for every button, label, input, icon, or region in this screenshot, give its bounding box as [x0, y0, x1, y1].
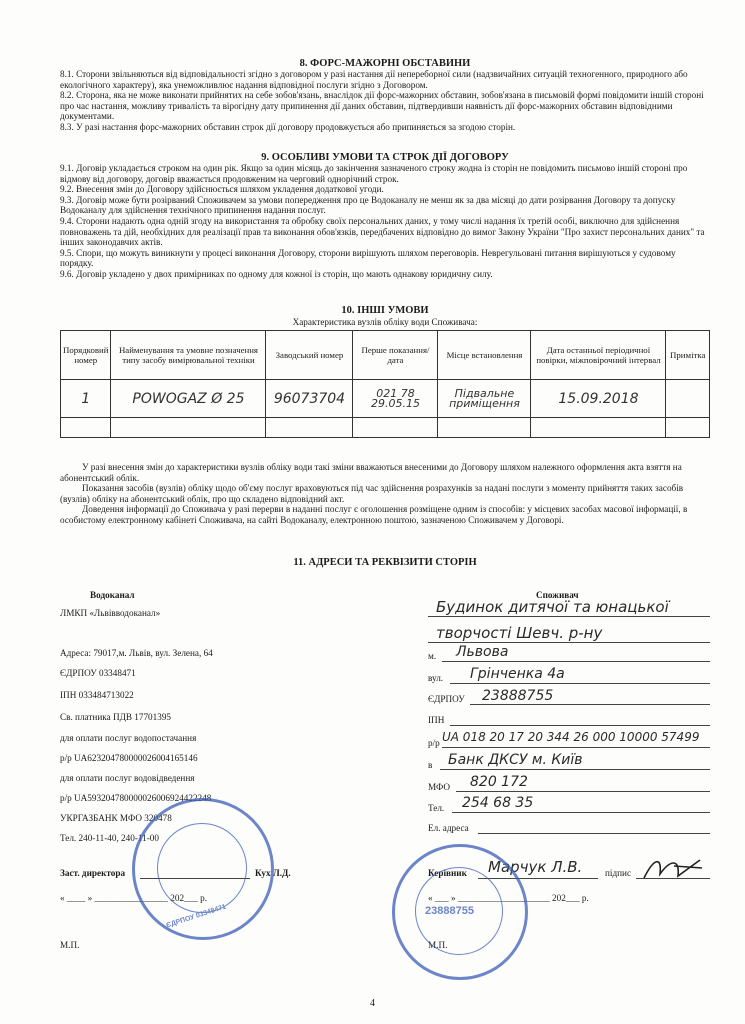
header-cell: Дата останньої періодичної повірки, міжповірочний інтервал — [531, 331, 666, 380]
empty-cell — [531, 418, 666, 438]
consumer-bank-label: в — [428, 760, 433, 770]
vodokanal-bank: УКРГАЗБАНК МФО 320478 — [60, 813, 172, 823]
vodokanal-ipn: ІПН 033484713022 — [60, 690, 134, 700]
vodokanal-edrpou: ЄДРПОУ 03348471 — [60, 668, 136, 678]
consumer-title: Споживач — [536, 590, 579, 600]
consumer-email-label: Ел. адреса — [428, 823, 469, 833]
header-cell: Найменування та умовне позначення типу засобу вимірювальної техніки — [111, 331, 266, 380]
consumer-street-label: вул. — [428, 673, 444, 683]
consumer-phone-label: Тел. — [428, 803, 445, 813]
consumer-bank: Банк ДКСУ м. Київ — [448, 752, 583, 768]
vodokanal-address: Адреса: 79017,м. Львів, вул. Зелена, 64 — [60, 648, 213, 658]
vodokanal-pay2-label: для оплати послуг водовідведення — [60, 773, 195, 783]
vodokanal-stamp — [132, 798, 274, 940]
section-title: 11. АДРЕСИ ТА РЕКВІЗИТИ СТОРІН — [293, 557, 477, 568]
consumer-sign-label: підпис — [605, 868, 632, 878]
empty-cell — [438, 418, 531, 438]
row-number: 1 — [61, 380, 111, 418]
header-cell: Місце встановлення — [438, 331, 531, 380]
page-number: 4 — [370, 998, 375, 1009]
vodokanal-pay1-label: для оплати послуг водопостачання — [60, 733, 197, 743]
consumer-edrpou-label: ЄДРПОУ — [428, 694, 465, 704]
consumer-account-label: р/р — [428, 738, 440, 748]
vodokanal-vat: Св. платника ПДВ 17701395 — [60, 712, 172, 722]
field-line — [452, 812, 710, 813]
consumer-city: Львова — [456, 644, 509, 660]
first-date: 29.05.15 — [370, 396, 420, 410]
empty-cell — [353, 418, 438, 438]
vodokanal-seal-mark: М.П. — [60, 940, 80, 950]
consumer-head-label: Керівник — [428, 868, 467, 878]
stamp-code: ЄДРПОУ 03348471 — [165, 903, 227, 930]
section-title: 8. ФОРС-МАЖОРНІ ОБСТАВИНИ — [299, 58, 471, 69]
note-cell — [666, 380, 710, 418]
consumer-stamp — [392, 844, 528, 980]
vodokanal-name: ЛМКП «Львівводоканал» — [60, 608, 161, 618]
table-caption: Характеристика вузлів обліку води Споживача: — [292, 317, 478, 327]
field-line — [450, 725, 710, 726]
install-place-line-2: приміщення — [449, 396, 520, 410]
field-line — [442, 661, 710, 662]
meter-table — [60, 330, 710, 438]
signature-scribble — [640, 852, 706, 886]
vodokanal-phone: Тел. 240-11-40, 240-11-00 — [60, 833, 159, 843]
first-reading-cell — [353, 380, 438, 418]
clause-9-4: 9.4. Сторони надають одна одній згоду на використання та обробку своїх персональних даних, у тому числі надання їх третій особі, виключно для здійснення повноважень та дій, необхідних для реалізації прав та виконання обов'язків, передбачених відповідно до вимог Закону України "Про захист персональних даних" та інших законодавчих актів. — [60, 215, 705, 248]
consumer-seal-mark: М.П. — [428, 940, 448, 950]
clause-9-3: 9.3. Договір може бути розірваний Споживачем за умови попередження про це Водоканалу не менш як за два місяці до дати розірвання Договору та допуску Водоканалу для здійснення технічного припинення надання послуг. — [60, 194, 676, 216]
clause-9-1: 9.1. Договір укладається строком на один рік. Якщо за один місяць до закінчення зазначеного строку жодна із сторін не повідомить письмово іншій стороні про відмову від договору, договір вважається продовженим на черговий однорічний строк. — [60, 163, 688, 184]
table-row — [61, 380, 710, 418]
header-cell: Перше показання/дата — [353, 331, 438, 380]
vodokanal-sign-date: « ____ » ________________ 202___ р. — [60, 893, 207, 903]
section-other-terms — [60, 305, 710, 438]
consumer-edrpou: 23888755 — [482, 688, 554, 704]
table-row-empty — [61, 418, 710, 438]
field-line — [470, 704, 710, 705]
empty-cell — [61, 418, 111, 438]
field-line — [442, 747, 710, 748]
field-line — [456, 791, 710, 792]
table-header-row — [61, 331, 710, 380]
section-title: 10. ІНШІ УМОВИ — [341, 305, 429, 316]
clause-8-3: 8.3. У разі настання форс-мажорних обставин строк дії договору продовжується або припиняється за згодою сторін. — [60, 121, 516, 132]
field-line — [450, 683, 710, 684]
consumer-mfo: 820 172 — [470, 774, 528, 790]
consumer-account: UA 018 20 17 20 344 26 000 10000 57499 — [442, 730, 700, 744]
clause-9-2: 9.2. Внесення змін до Договору здійснюється шляхом укладення додаткової угоди. — [60, 184, 384, 195]
table-notes — [60, 462, 710, 526]
empty-cell — [666, 418, 710, 438]
note-paragraph-2: Показання засобів (вузлів) обліку щодо об'єму послуг враховуються під час здійснення розрахунків за надані послуги з моменту прийняття таких засобів (вузлів) обліку на абонентський облік, про що складено відповідний акт. — [60, 483, 684, 504]
note-paragraph-1: У разі внесення змін до характеристики вузлів обліку води такі зміни вважаються внесеними до Договору шляхом належного оформлення акта взяття на абонентський облік. — [60, 462, 682, 483]
stamp-inner-ring — [157, 823, 247, 913]
clause-9-6: 9.6. Договір укладено у двох примірниках по одному для кожної із сторін, що мають однакову юридичну силу. — [60, 268, 493, 279]
section-force-majeure — [60, 58, 710, 133]
install-place-cell — [438, 380, 531, 418]
note-paragraph-3: Доведення інформації до Споживача у разі перерви в наданні послуг є оголошення розміщене одним із способів: у місцевих засобах масової інформації, в особистому електронному кабінеті Споживача, на сайті Водоканалу, електронною поштою, зазначеною Споживачем у Договорі. — [60, 504, 688, 525]
empty-cell — [111, 418, 266, 438]
stamp-code: 23888755 — [425, 905, 474, 917]
meter-serial: 96073704 — [266, 380, 353, 418]
consumer-ipn-label: ІПН — [428, 715, 445, 725]
header-cell: Порядковий номер — [61, 331, 111, 380]
header-cell: Заводський номер — [266, 331, 353, 380]
consumer-name-line-1: Будинок дитячої та юнацької — [436, 598, 669, 616]
consumer-head-name: Марчук Л.В. — [488, 858, 583, 876]
header-cell: Примітка — [666, 331, 710, 380]
vodokanal-account-2: р/р UA593204780000026006924422248 — [60, 793, 212, 803]
clause-8-1: 8.1. Сторони звільняються від відповідальності згідно з договором у разі настання дії непереборної сили (надзвичайних ситуацій техногенного, природного або екологічного характеру), яка унеможливлює надання відповідної послуги згідно з Договором. — [60, 69, 688, 90]
verification-date: 15.09.2018 — [531, 380, 666, 418]
section-special-terms — [60, 152, 710, 280]
consumer-mfo-label: МФО — [428, 782, 451, 792]
clause-9-5: 9.5. Спори, що можуть виникнути у процесі виконання Договору, сторони вирішують шляхом переговорів. Неврегульовані питання вирішуються у судовому порядку. — [60, 247, 676, 269]
section-title: 9. ОСОБЛИВІ УМОВИ ТА СТРОК ДІЇ ДОГОВОРУ — [261, 152, 509, 163]
empty-cell — [266, 418, 353, 438]
vodokanal-account-1: р/р UA623204780000026004165146 — [60, 753, 198, 763]
field-line — [428, 616, 710, 617]
clause-8-2: 8.2. Сторона, яка не може виконати прийнятих на себе зобов'язань, внаслідок дії форс-мажорних обставин, зобов'язана в письмовій формі повідомити іншій стороні про час настання, можливу тривалість та вірогідну дату припинення дії даних обставин, підтвердивши наявність дії форс-мажорних обставин відповідними документами. — [60, 90, 704, 122]
consumer-phone: 254 68 35 — [462, 795, 534, 811]
meter-name: POWOGAZ Ø 25 — [111, 380, 266, 418]
consumer-city-label: м. — [428, 651, 437, 661]
section-requisites — [60, 557, 710, 568]
consumer-street: Грінченка 4а — [470, 666, 565, 682]
field-line — [440, 769, 710, 770]
vodokanal-director-label: Заст. директора — [60, 868, 126, 878]
field-line — [428, 642, 710, 643]
install-place-line-1: Підвальне — [454, 386, 515, 400]
consumer-sign-date: « ___ » ____________________ 202___ р. — [428, 893, 589, 903]
first-reading: 021 78 — [376, 386, 415, 400]
field-line — [478, 833, 710, 834]
vodokanal-director-name: Кух Л.Д. — [255, 868, 291, 878]
vodokanal-title: Водоканал — [90, 590, 135, 600]
consumer-name-line-2: творчості Шевч. р-ну — [436, 624, 603, 642]
